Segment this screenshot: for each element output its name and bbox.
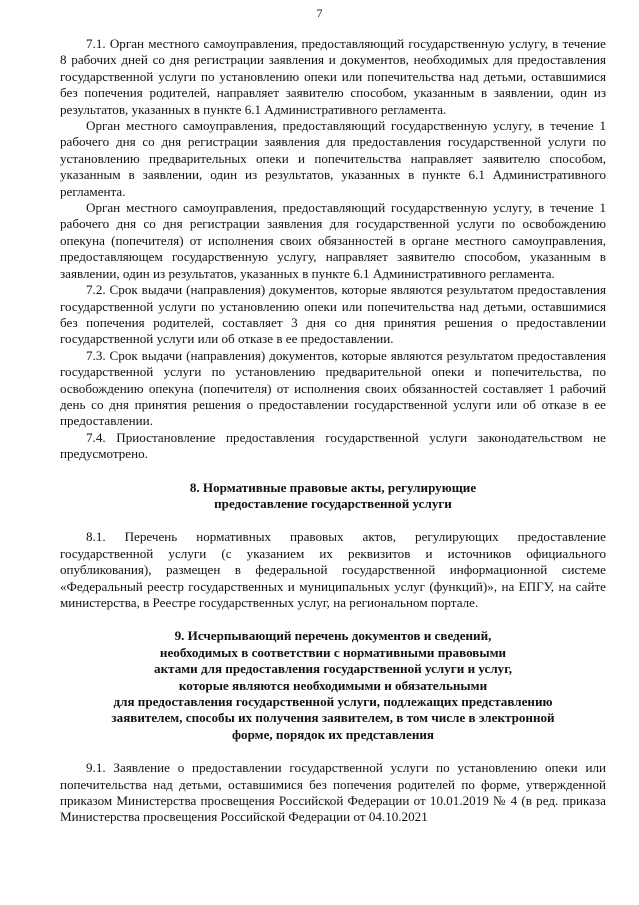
spacer: [60, 463, 606, 480]
section-9-heading-line: заявителем, способы их получения заявителем, в том числе в электронной: [111, 710, 555, 726]
paragraph-7-3: 7.3. Срок выдачи (направления) документов, которые являются результатом предоставления государственной услуги по установлению предварительной опеки и попечительства, по освобождению опекуна (попечителя) от исполнения своих обязанностей составляет 1 рабочий день со дня принятия решения о предоставлении государственной услуги или об отказе в ее предоставлении.: [60, 347, 606, 429]
spacer: [60, 743, 606, 760]
paragraph-7-2: 7.2. Срок выдачи (направления) документов, которые являются результатом предоставления государственной услуги по установлению опеки или попечительства над детьми, оставшимися без попечения родителей, составляет 3 дня со дня принятия решения о предоставлении государственной услуги или об отказе в ее предоставлении.: [60, 282, 606, 347]
section-9-heading-line: необходимых в соответствии с нормативными правовыми: [159, 644, 507, 660]
section-8-heading: [60, 480, 606, 513]
section-8-heading-line: 8. Нормативные правовые акты, регулирующие: [189, 479, 477, 495]
paragraph-7-1-release: Орган местного самоуправления, предоставляющий государственную услугу, в течение 1 рабочего дня со дня регистрации заявления для государственной услуги по освобождению опекуна (попечителя) от исполнения своих обязанностей в органе местного самоуправления, предоставляющем государственную услугу, направляет заявителю способом, указанным в заявлении, один из результатов, указанных в пункте 6.1 Административного регламента.: [60, 200, 606, 281]
section-9-heading-line: форме, порядок их представления: [231, 726, 435, 742]
paragraph-7-1: 7.1. Орган местного самоуправления, предоставляющий государственную услугу, в течение 8 рабочих дней со дня регистрации заявления и документов, необходимых для предоставления государственной услуги по установлению опеки или попечительства над детьми, оставшимися без попечения родителей, направляет заявителю способом, указанным в заявлении, один из результатов, указанных в пункте 6.1 Административного регламента.: [60, 36, 606, 117]
section-9-heading: [60, 628, 606, 743]
section-9-heading-line: которые являются необходимыми и обязательными: [178, 677, 488, 693]
spacer: [60, 512, 606, 529]
section-8-heading-line: предоставление государственной услуги: [214, 495, 452, 511]
paragraph-7-4: 7.4. Приостановление предоставления государственной услуги законодательством не предусмотрено.: [60, 429, 606, 462]
paragraph-7-1-preliminary: Орган местного самоуправления, предоставляющий государственную услугу, в течение 1 рабочего дня со дня регистрации заявления для предоставления государственной услуги по установлению предварительных опеки и попечительства направляет заявителю способом, указанным в заявлении, один из результатов, указанных в пункте 6.1 Административного регламента.: [60, 118, 606, 199]
paragraph-8-1: 8.1. Перечень нормативных правовых актов, регулирующих предоставление государственной услуги (с указанием их реквизитов и источников официального опубликования), размещен в федеральной государственной информационной системе «Федеральный реестр государственных и муниципальных услуг (функций)», на ЕПГУ, на сайте министерства, в Реестре государственных услуг, на региональном портале.: [60, 529, 606, 610]
section-9-heading-line: для предоставления государственной услуги, подлежащих представлению: [113, 694, 553, 710]
section-9-heading-line: актами для предоставления государственной услуги и услуг,: [154, 661, 512, 677]
section-9-heading-line: 9. Исчерпывающий перечень документов и сведений,: [174, 628, 492, 644]
spacer: [60, 611, 606, 628]
paragraph-9-1: 9.1. Заявление о предоставлении государственной услуги по установлению опеки или попечительства над детьми, оставшимися без попечения родителей по форме, утвержденной приказом Министерства просвещения Российской Федерации от 10.01.2019 № 4 (в ред. приказа Министерства просвещения Российской Федерации от 04.10.2021: [60, 760, 606, 825]
page-content: [60, 36, 606, 826]
page-number: 7: [316, 6, 323, 20]
